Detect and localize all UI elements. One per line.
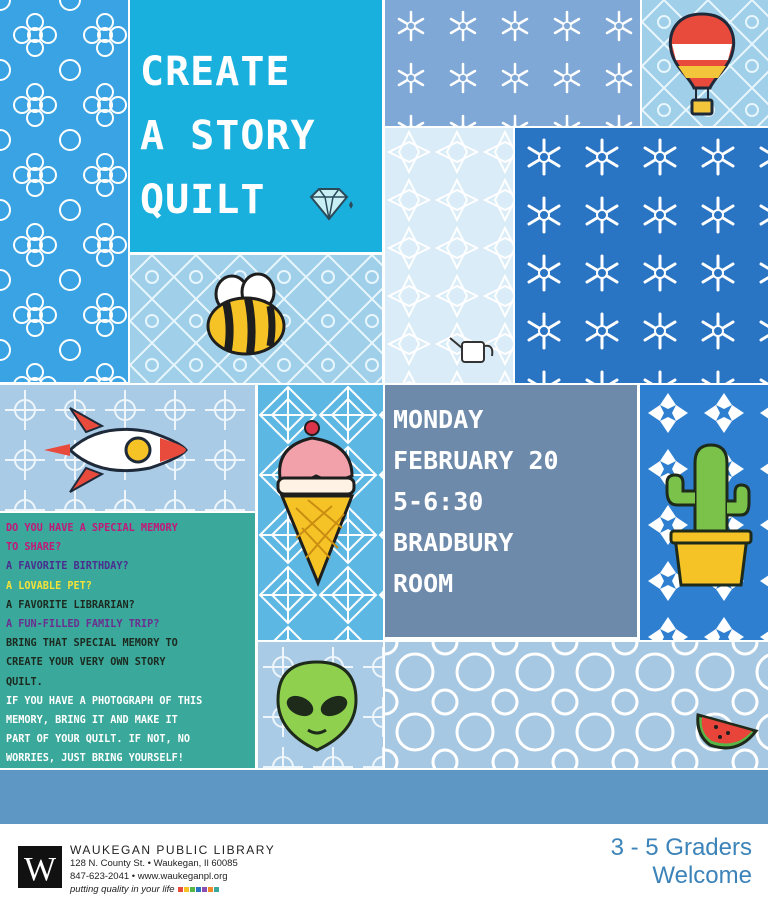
desc-line: A FAVORITE LIBRARIAN? — [6, 599, 135, 611]
ice-cream-cone-icon — [272, 418, 362, 593]
library-name: WAUKEGAN PUBLIC LIBRARY — [70, 843, 276, 857]
watermelon-slice-icon — [692, 695, 762, 755]
rocket-icon — [40, 402, 190, 497]
library-tagline-row — [70, 884, 219, 895]
library-address: 128 N. County St. • Waukegan, Il 60085 — [70, 858, 238, 869]
library-logo-mark — [18, 846, 62, 888]
desc-line: A LOVABLE PET? — [6, 580, 92, 592]
desc-line: MEMORY, BRING IT AND MAKE IT — [6, 715, 178, 727]
poster-title — [140, 40, 316, 232]
footer-band — [0, 770, 768, 824]
quilt-tile-star-light — [385, 0, 640, 126]
color-square — [190, 887, 195, 892]
library-tagline: putting quality in your life — [70, 884, 175, 895]
alien-face-icon — [272, 656, 362, 756]
title-line-3 — [140, 168, 316, 232]
color-square — [208, 887, 213, 892]
desc-line: WORRIES, JUST BRING YOURSELF! — [6, 753, 184, 765]
event-location-line-1: BRADBURY — [393, 528, 514, 557]
event-date: FEBRUARY 20 — [393, 446, 559, 475]
desc-line: A FUN-FILLED FAMILY TRIP? — [6, 619, 160, 631]
title-line-3-text: QUILT — [140, 177, 266, 223]
color-square — [196, 887, 201, 892]
color-square — [178, 887, 183, 892]
description-block — [0, 513, 255, 768]
event-details — [385, 385, 637, 637]
description-text — [6, 519, 251, 769]
desc-line: DO YOU HAVE A SPECIAL MEMORY — [6, 523, 178, 534]
quilt-tile-star-dark — [515, 128, 768, 383]
desc-line: IF YOU HAVE A PHOTOGRAPH OF THIS — [6, 695, 203, 707]
event-day: MONDAY — [393, 405, 484, 434]
color-square — [184, 887, 189, 892]
diamond-icon — [305, 185, 355, 225]
library-logo — [18, 846, 62, 888]
cactus-icon — [655, 435, 760, 600]
desc-line: A FAVORITE BIRTHDAY? — [6, 561, 129, 573]
title-line-2: A STORY — [140, 113, 316, 159]
desc-line: TO SHARE? — [6, 542, 62, 554]
desc-line: CREATE YOUR VERY OWN STORY — [6, 657, 166, 669]
desc-line: PART OF YOUR QUILT. IF NOT, NO — [6, 734, 191, 746]
audience-line-1: 3 - 5 Graders — [610, 834, 752, 861]
title-block — [130, 0, 382, 252]
event-time: 5-6:30 — [393, 487, 484, 516]
watering-can-icon — [446, 330, 501, 370]
audience-note — [611, 834, 752, 890]
desc-line: BRING THAT SPECIAL MEMORY TO — [6, 638, 178, 650]
color-square — [214, 887, 219, 892]
footer — [0, 824, 768, 908]
logo-letter: W — [23, 851, 57, 888]
bee-icon — [198, 272, 298, 362]
desc-line: QUILT. — [6, 676, 43, 688]
hot-air-balloon-icon — [662, 10, 742, 120]
event-text — [393, 399, 559, 604]
library-contact: 847-623-2041 • www.waukeganpl.org — [70, 871, 228, 882]
color-square — [202, 887, 207, 892]
title-line-1: CREATE — [140, 49, 291, 95]
audience-line-2: Welcome — [652, 862, 752, 889]
quilt-tile-flower — [0, 0, 128, 382]
event-location-line-2: ROOM — [393, 569, 454, 598]
